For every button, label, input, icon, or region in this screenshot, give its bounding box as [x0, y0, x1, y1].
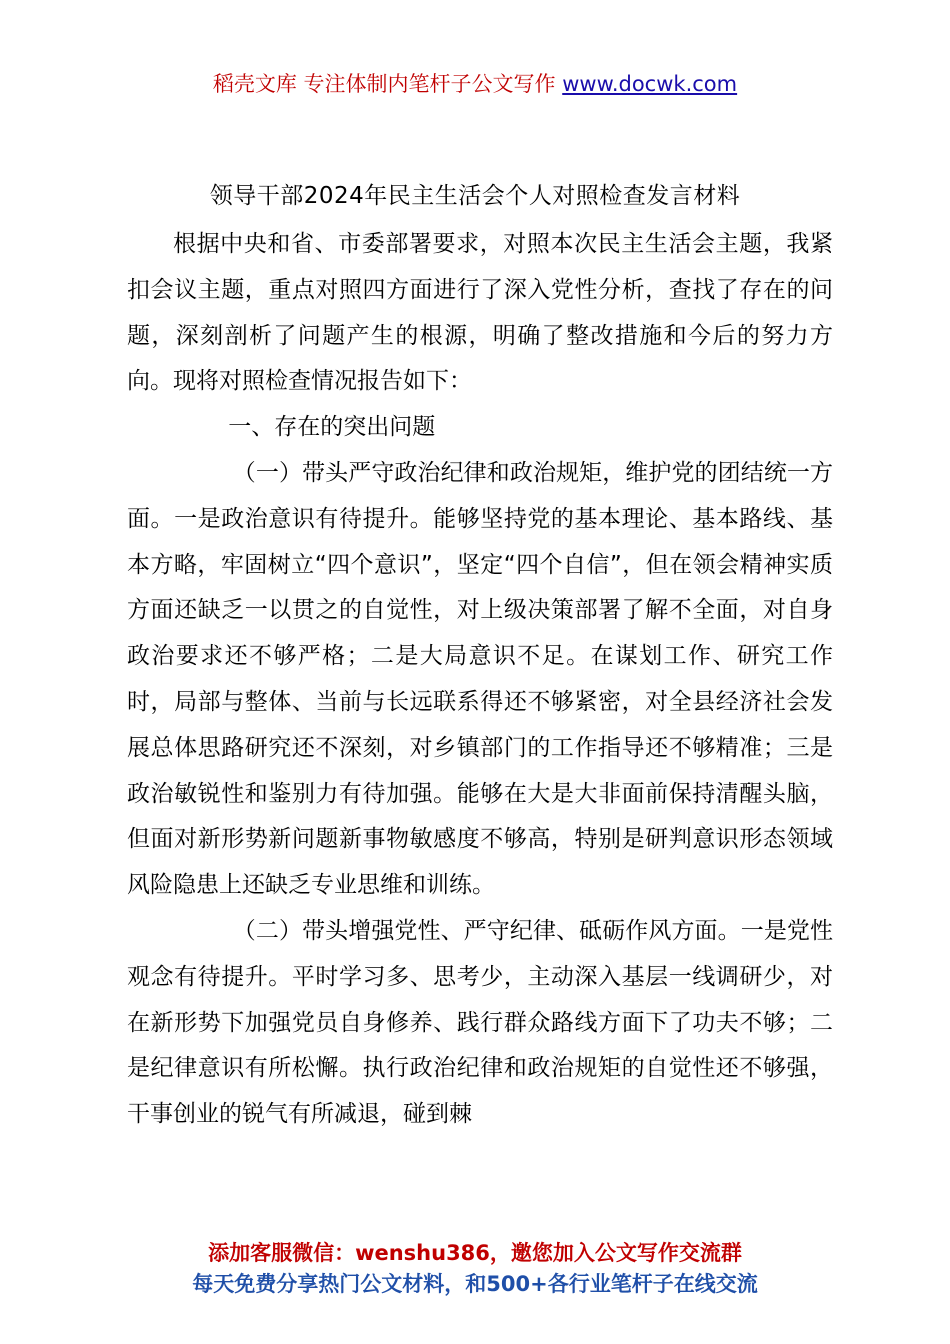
header-website-link[interactable]: www.docwk.com [562, 72, 738, 96]
footer-promo-line: 每天免费分享热门公文材料，和500+各行业笔杆子在线交流 [192, 1272, 758, 1296]
document-title: 领导干部2024年民主生活会个人对照检查发言材料 [209, 183, 741, 209]
document-body [127, 222, 833, 1138]
section-heading: 一、存在的突出问题 [228, 414, 436, 441]
intro-paragraph: 根据中央和省、市委部署要求，对照本次民主生活会主题，我紧扣会议主题，重点对照四方面进行了深入党性分析，查找了存在的问题，深刻剖析了问题产生的根源，明确了整改措施和今后的努力方向。现将对照检查情况报告如下： [127, 231, 833, 395]
page-footer [0, 1238, 950, 1300]
header-brand-text: 稻壳文库 专注体制内笔杆子公文写作 [212, 72, 563, 96]
page-header [0, 66, 950, 102]
body-paragraph: （二）带头增强党性、严守纪律、砥砺作风方面。一是党性观念有待提升。平时学习多、思考少，主动深入基层一线调研少，对在新形势下加强党员自身修养、践行群众路线方面下了功夫不够；二是纪律意识有所松懈。执行政治纪律和政治规矩的自觉性还不够强，干事创业的锐气有所减退，碰到棘 [127, 917, 833, 1128]
footer-contact-line: 添加客服微信：wenshu386，邀您加入公文写作交流群 [208, 1241, 742, 1265]
body-paragraph: （一）带头严守政治纪律和政治规矩，维护党的团结统一方面。一是政治意识有待提升。能够坚持党的基本理论、基本路线、基本方略，牢固树立“四个意识”，坚定“四个自信”，但在领会精神实质方面还缺乏一以贯之的自觉性，对上级决策部署了解不全面，对自身政治要求还不够严格；二是大局意识不足。在谋划工作、研究工作时，局部与整体、当前与长远联系得还不够紧密，对全县经济社会发展总体思路研究还不深刻，对乡镇部门的工作指导还不够精准；三是政治敏锐性和鉴别力有待加强。能够在大是大非面前保持清醒头脑，但面对新形势新问题新事物敏感度不够高，特别是研判意识形态领域风险隐患上还缺乏专业思维和训练。 [127, 459, 833, 899]
